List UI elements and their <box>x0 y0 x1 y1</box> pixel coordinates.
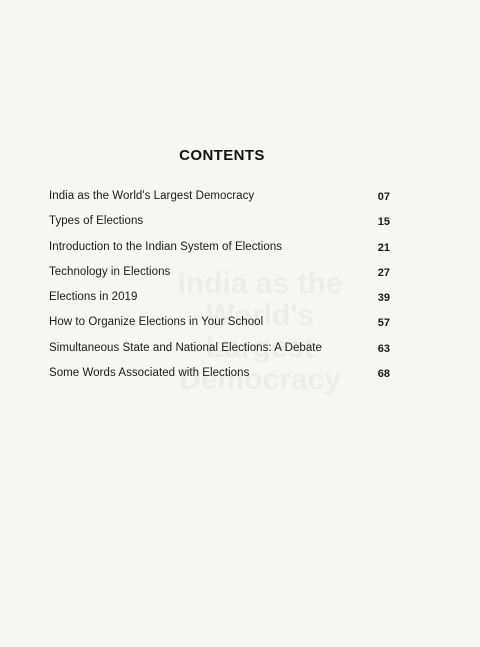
toc-entry[interactable] <box>49 264 390 289</box>
toc-entry[interactable] <box>49 289 390 314</box>
toc-entry-title: Some Words Associated with Elections <box>49 367 250 380</box>
toc-entry-page: 21 <box>377 241 390 254</box>
toc-entry[interactable] <box>49 239 390 264</box>
toc-entry-page: 27 <box>377 266 390 279</box>
toc-entry-title: How to Organize Elections in Your School <box>49 316 264 329</box>
toc-entry-title: Technology in Elections <box>49 265 171 278</box>
toc-entry[interactable] <box>49 213 390 238</box>
toc-entry[interactable] <box>49 188 390 213</box>
toc-entry[interactable] <box>49 314 390 339</box>
toc-entry-page: 39 <box>377 292 390 305</box>
toc-entry-page: 07 <box>377 191 390 203</box>
toc-entry-page: 15 <box>377 216 390 229</box>
toc-entry-title: Elections in 2019 <box>49 291 138 304</box>
toc-entry-page: 68 <box>377 368 390 381</box>
toc-entry-title: Simultaneous State and National Elections: A Debate <box>49 341 322 354</box>
toc-entry-page: 63 <box>377 342 390 355</box>
toc-entry-title: Types of Elections <box>49 215 144 228</box>
toc-entry[interactable] <box>49 340 390 365</box>
toc-entry-title: India as the World's Largest Democracy <box>49 190 255 202</box>
contents-heading: CONTENTS <box>179 147 265 164</box>
toc-entry-page: 57 <box>377 317 390 330</box>
toc-entry-title: Introduction to the Indian System of Elections <box>49 240 283 253</box>
table-of-contents <box>49 188 390 390</box>
toc-entry[interactable] <box>49 365 390 390</box>
